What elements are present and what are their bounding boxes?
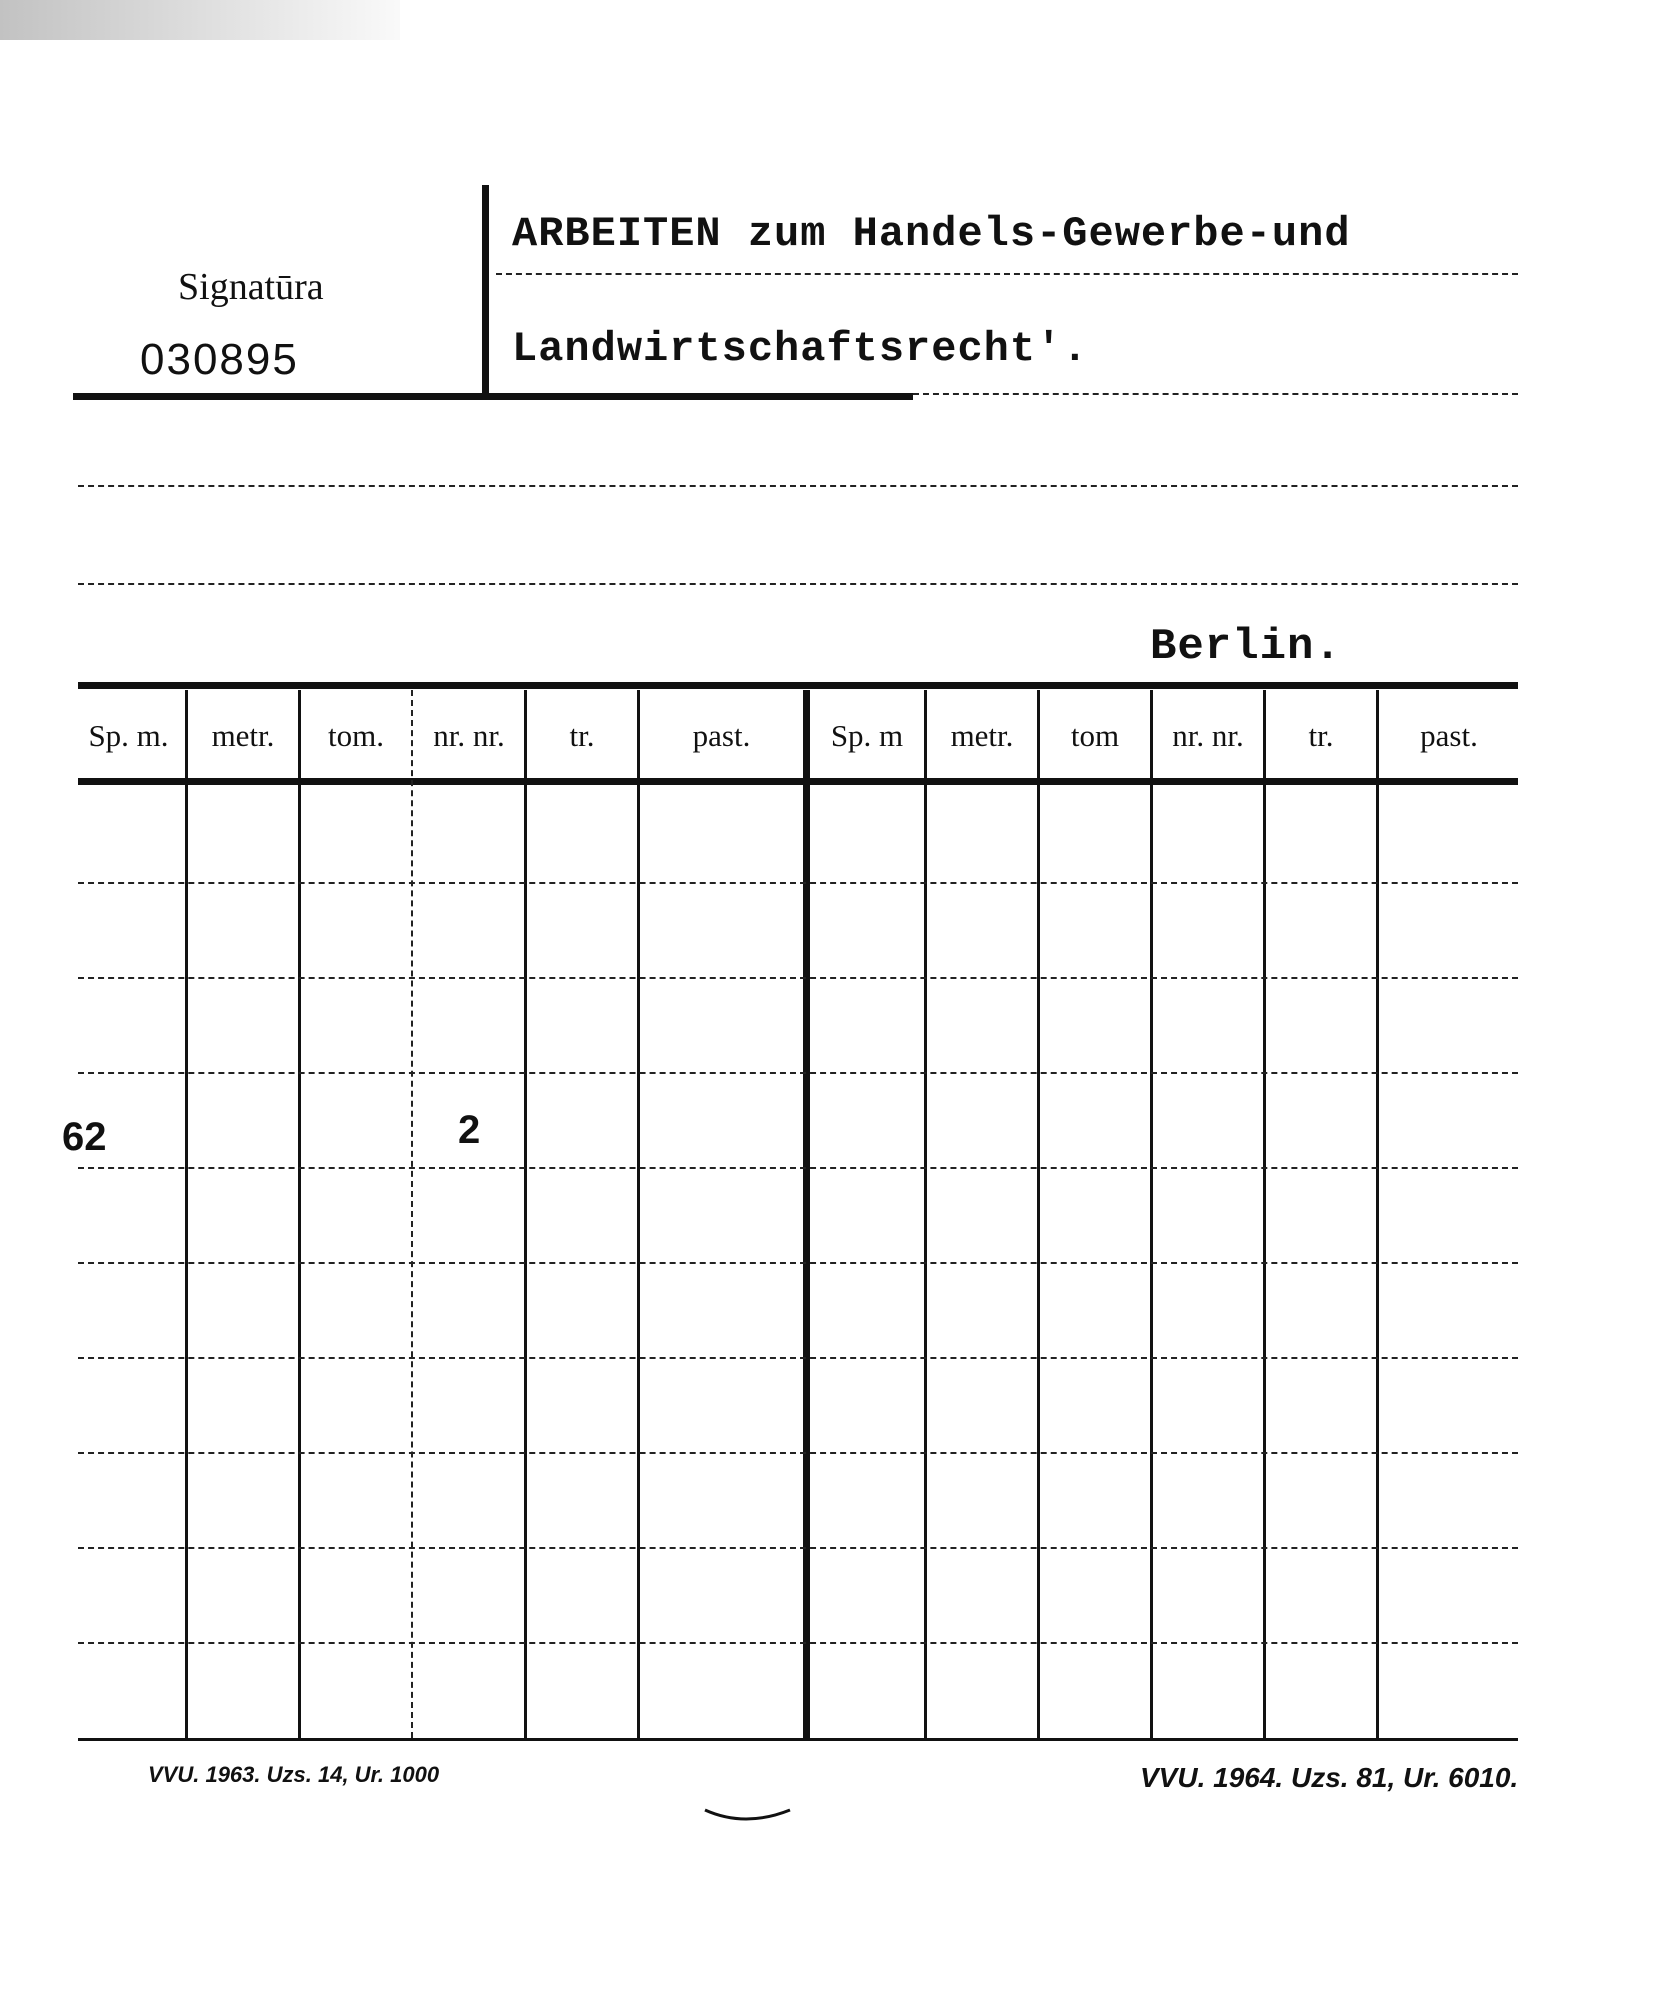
- header-bottom-rule: [73, 393, 913, 400]
- table-center-divider: [803, 690, 810, 1738]
- col-header-past-left: past.: [692, 718, 751, 753]
- col-sep-7: [924, 690, 927, 1738]
- col-header-tr-left: tr.: [569, 718, 595, 753]
- row-rule-5: [78, 1262, 1518, 1264]
- row-rule-4: [78, 1167, 1518, 1169]
- entry-nr-nr: 2: [458, 1108, 481, 1152]
- signatura-number: 030895: [140, 335, 299, 384]
- title-rule-1: [496, 273, 1518, 275]
- col-header-tom-left: tom.: [328, 718, 384, 753]
- title-line-1: ARBEITEN zum Handels-Gewerbe-und: [512, 210, 1351, 258]
- table-bottom-rule: [78, 1738, 1518, 1741]
- scan-smudge: [0, 0, 400, 40]
- blank-line-1: [78, 485, 1518, 487]
- col-header-past-right: past.: [1420, 718, 1478, 753]
- place-name: Berlin.: [1150, 622, 1342, 672]
- header-divider: [482, 185, 489, 395]
- col-sep-11: [1376, 690, 1379, 1738]
- col-header-sp-m-right: Sp. m: [830, 718, 904, 753]
- entry-sp-m: 62: [62, 1115, 107, 1159]
- col-sep-10: [1263, 690, 1266, 1738]
- table-header-rule: [78, 778, 1518, 785]
- col-sep-4: [524, 690, 527, 1738]
- col-header-nr-nr-right: nr. nr.: [1172, 718, 1244, 753]
- col-sep-1: [185, 690, 188, 1738]
- row-rule-2: [78, 977, 1518, 979]
- footer-note-right: VVU. 1964. Uzs. 81, Ur. 6010.: [1140, 1762, 1519, 1793]
- col-sep-2: [298, 690, 301, 1738]
- row-rule-1: [78, 882, 1518, 884]
- signatura-label: Signatūra: [178, 266, 324, 308]
- col-header-metr-right: metr.: [950, 718, 1014, 753]
- header-bottom-rule-right: [913, 393, 1518, 395]
- blank-line-2: [78, 583, 1518, 585]
- col-sep-9: [1150, 690, 1153, 1738]
- col-sep-3: [411, 690, 413, 1738]
- pencil-mark: [700, 1800, 800, 1830]
- col-sep-5: [637, 690, 640, 1738]
- col-header-nr-nr-left: nr. nr.: [433, 718, 505, 753]
- col-header-tom-right: tom: [1070, 718, 1120, 753]
- row-rule-8: [78, 1547, 1518, 1549]
- row-rule-6: [78, 1357, 1518, 1359]
- col-sep-8: [1037, 690, 1040, 1738]
- table-top-rule: [78, 682, 1518, 689]
- row-rule-3: [78, 1072, 1518, 1074]
- row-rule-9: [78, 1642, 1518, 1644]
- col-header-metr-left: metr.: [211, 718, 275, 753]
- col-header-sp-m-left: Sp. m.: [88, 718, 169, 753]
- footer-note-left: VVU. 1963. Uzs. 14, Ur. 1000: [148, 1762, 440, 1787]
- row-rule-7: [78, 1452, 1518, 1454]
- title-line-2: Landwirtschaftsrecht'.: [512, 325, 1089, 373]
- col-header-tr-right: tr.: [1308, 718, 1334, 753]
